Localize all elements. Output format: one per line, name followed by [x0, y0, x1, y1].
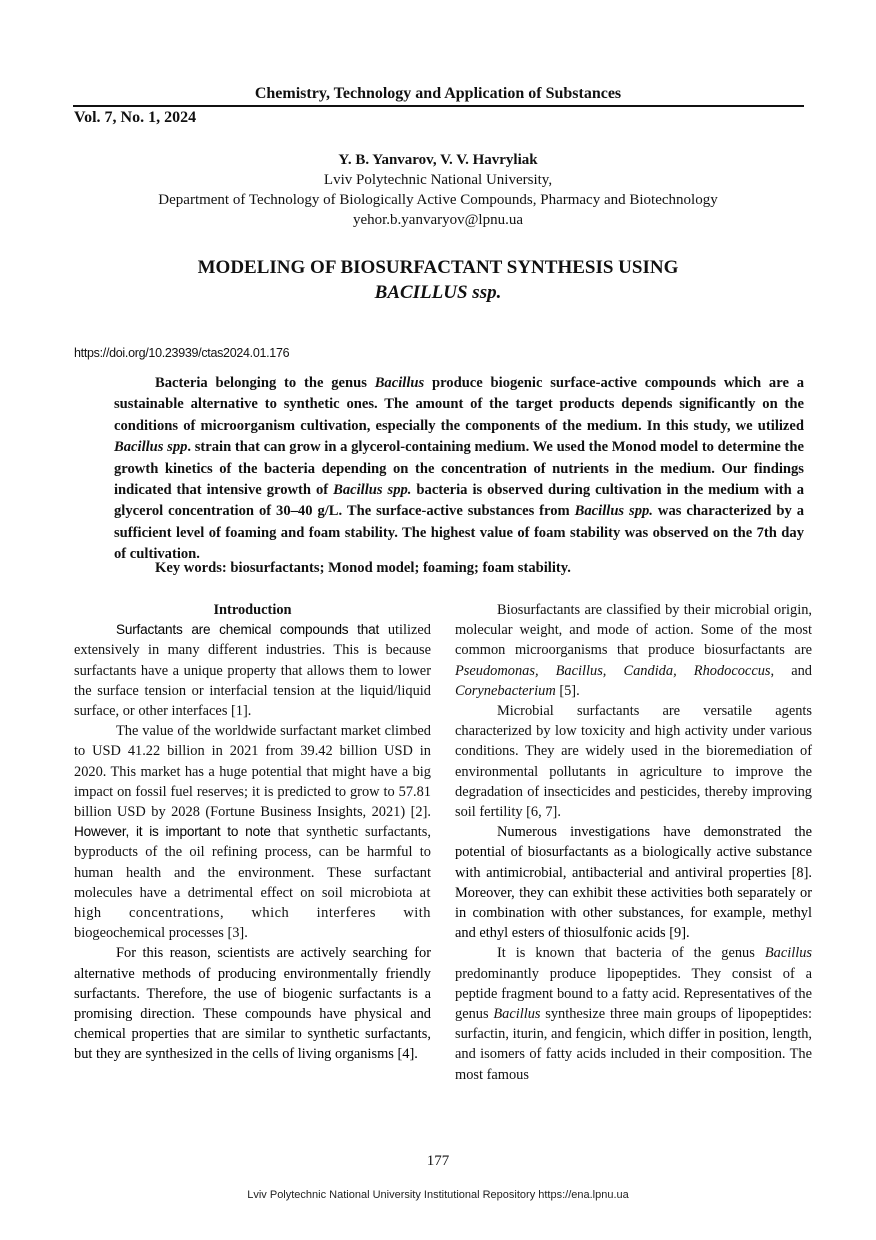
genus-name: Bacillus: [764, 945, 812, 962]
abstract-text: [114, 373, 804, 566]
paragraph-text: The value of the worldwide surfactant market climbed to USD 41.22 billion in 2021 from 39.42 billion USD in 2020. This market has a huge potential that might have a big impact on fossil fuel reserves; it is predicted to grow to 57.81 billion USD by 2028 (Fortune Business Insights, 2021) [2].: [74, 723, 431, 821]
abstract-italic: Bacillus spp.: [333, 482, 412, 499]
paragraph: Numerous investigations have demonstrated the potential of biosurfactants as a biologically active substance with antimicrobial, antibacterial and antiviral properties [8]. Moreover, they can exhibit these activities both separately or in combination with other substances, for example, methyl and ethyl esters of thiosulfonic acids [9].: [455, 824, 812, 942]
title-line-1: MODELING OF BIOSURFACTANT SYNTHESIS USING: [197, 257, 679, 278]
paragraph: [74, 620, 431, 721]
abstract-segment: . strain that can grow in a glycerol-containing medium. We used the Monod model to determine the growth kinetics of the bacteria depending on the concentration of nutrients in the medium. Our findings indicated that intensive growth of: [114, 439, 804, 499]
paragraph-text: that synthetic surfactants, byproducts of the oil refining process, can be harmful to human health and the environment. These surfactant molecules have a detrimental effect on soil microbiota: [74, 824, 431, 901]
paragraph-text: synthesize three main groups of lipopeptides: surfactin, iturin, and fengicin, which differ in position, length, and isomers of fatty acids included in their composition. The most famous: [455, 1006, 812, 1083]
paragraph-text: biogeochemical processes [3].: [74, 925, 248, 942]
paragraph-text: [5].: [555, 682, 580, 699]
highlighted-text: However, it is important to note: [74, 824, 271, 840]
abstract-italic: Bacillus spp: [114, 439, 188, 456]
abstract: [114, 373, 804, 566]
paragraph: Microbial surfactants are versatile agents characterized by low toxicity and high activity under various conditions. They are widely used in the bioremediation of environmental pollutants in agriculture to improve the degradation of insecticides and pesticides, thereby improving soil fertility [6, 7].: [455, 703, 812, 821]
paragraph: [74, 721, 431, 943]
paragraph-text: at high concentrations, which interferes with: [74, 884, 431, 922]
paragraph-text: Biosurfactants are classified by their microbial origin, molecular weight, and mode of action. Some of the most common microorganisms that produce biosurfactants are: [455, 602, 812, 659]
abstract-segment: Bacteria belonging to the genus: [155, 375, 375, 391]
keywords: Key words: biosurfactants; Monod model; foaming; foam stability.: [155, 560, 571, 576]
abstract-italic: Bacillus spp.: [574, 503, 653, 520]
journal-title: Chemistry, Technology and Application of Substances: [254, 85, 622, 102]
paragraph-text: , and: [770, 662, 812, 679]
volume-info: Vol. 7, No. 1, 2024: [74, 109, 197, 126]
paragraph-text: It is known that bacteria of the genus: [497, 945, 765, 962]
section-heading-introduction: Introduction: [213, 602, 292, 618]
genus-name: Bacillus: [493, 1006, 541, 1023]
affiliation-university: Lviv Polytechnic National University,: [323, 172, 553, 188]
left-column: [74, 600, 431, 1065]
paragraph: [455, 600, 812, 701]
author-email[interactable]: yehor.b.yanvaryov@lpnu.ua: [352, 212, 524, 228]
header-rule: [73, 105, 804, 107]
abstract-italic: Bacillus: [374, 375, 425, 391]
title-line-2: BACILLUS ssp.: [374, 282, 502, 303]
repository-footer: Lviv Polytechnic National University Institutional Repository https://ena.lpnu.ua: [247, 1189, 629, 1201]
authors: Y. B. Yanvarov, V. V. Havryliak: [338, 152, 538, 168]
right-column: [455, 600, 812, 1085]
species-names: Pseudomonas, Bacillus, Candida, Rhodococcus: [455, 662, 771, 679]
paper-title: [0, 255, 876, 305]
page-number: 177: [426, 1153, 450, 1169]
doi-link[interactable]: https://doi.org/10.23939/ctas2024.01.176: [74, 346, 290, 360]
paragraph-text: utilized extensively in many different industries. This is because surfactants have a unique property that allows them to lower the surface tension or interfacial tension at the liquid/liquid surface, or other interfaces [1].: [74, 622, 431, 720]
paragraph: For this reason, scientists are actively searching for alternative methods of producing environmentally friendly surfactants. Therefore, the use of biogenic surfactants is a promising direction. These compounds have physical and chemical properties that are similar to synthetic surfactants, but they are synthesized in the cells of living organisms [4].: [74, 945, 431, 1063]
affiliation-department: Department of Technology of Biologically Active Compounds, Pharmacy and Biotechnology: [158, 192, 718, 208]
highlighted-text: Surfactants are chemical compounds that: [116, 622, 380, 638]
paragraph-text: predominantly produce lipopeptides. They consist of a peptide fragment bound to a fatty acid. Representatives of the genus: [455, 965, 812, 1023]
abstract-segment: bacteria is observed during cultivation in the medium with a glycerol concentration of 30–40 g/L. The surface-active substances from: [114, 482, 804, 520]
paragraph: [455, 943, 812, 1084]
abstract-segment: was characterized by a sufficient level of foaming and foam stability. The highest value of foam stability was observed on the 7th day of cultivation.: [114, 503, 804, 563]
species-name: Corynebacterium: [455, 682, 556, 699]
abstract-segment: produce biogenic surface-active compounds which are a sustainable alternative to synthetic ones. The amount of the target products depends significantly on the conditions of microorganism cultivation, especially the components of the medium. In this study, we utilized: [114, 375, 804, 434]
